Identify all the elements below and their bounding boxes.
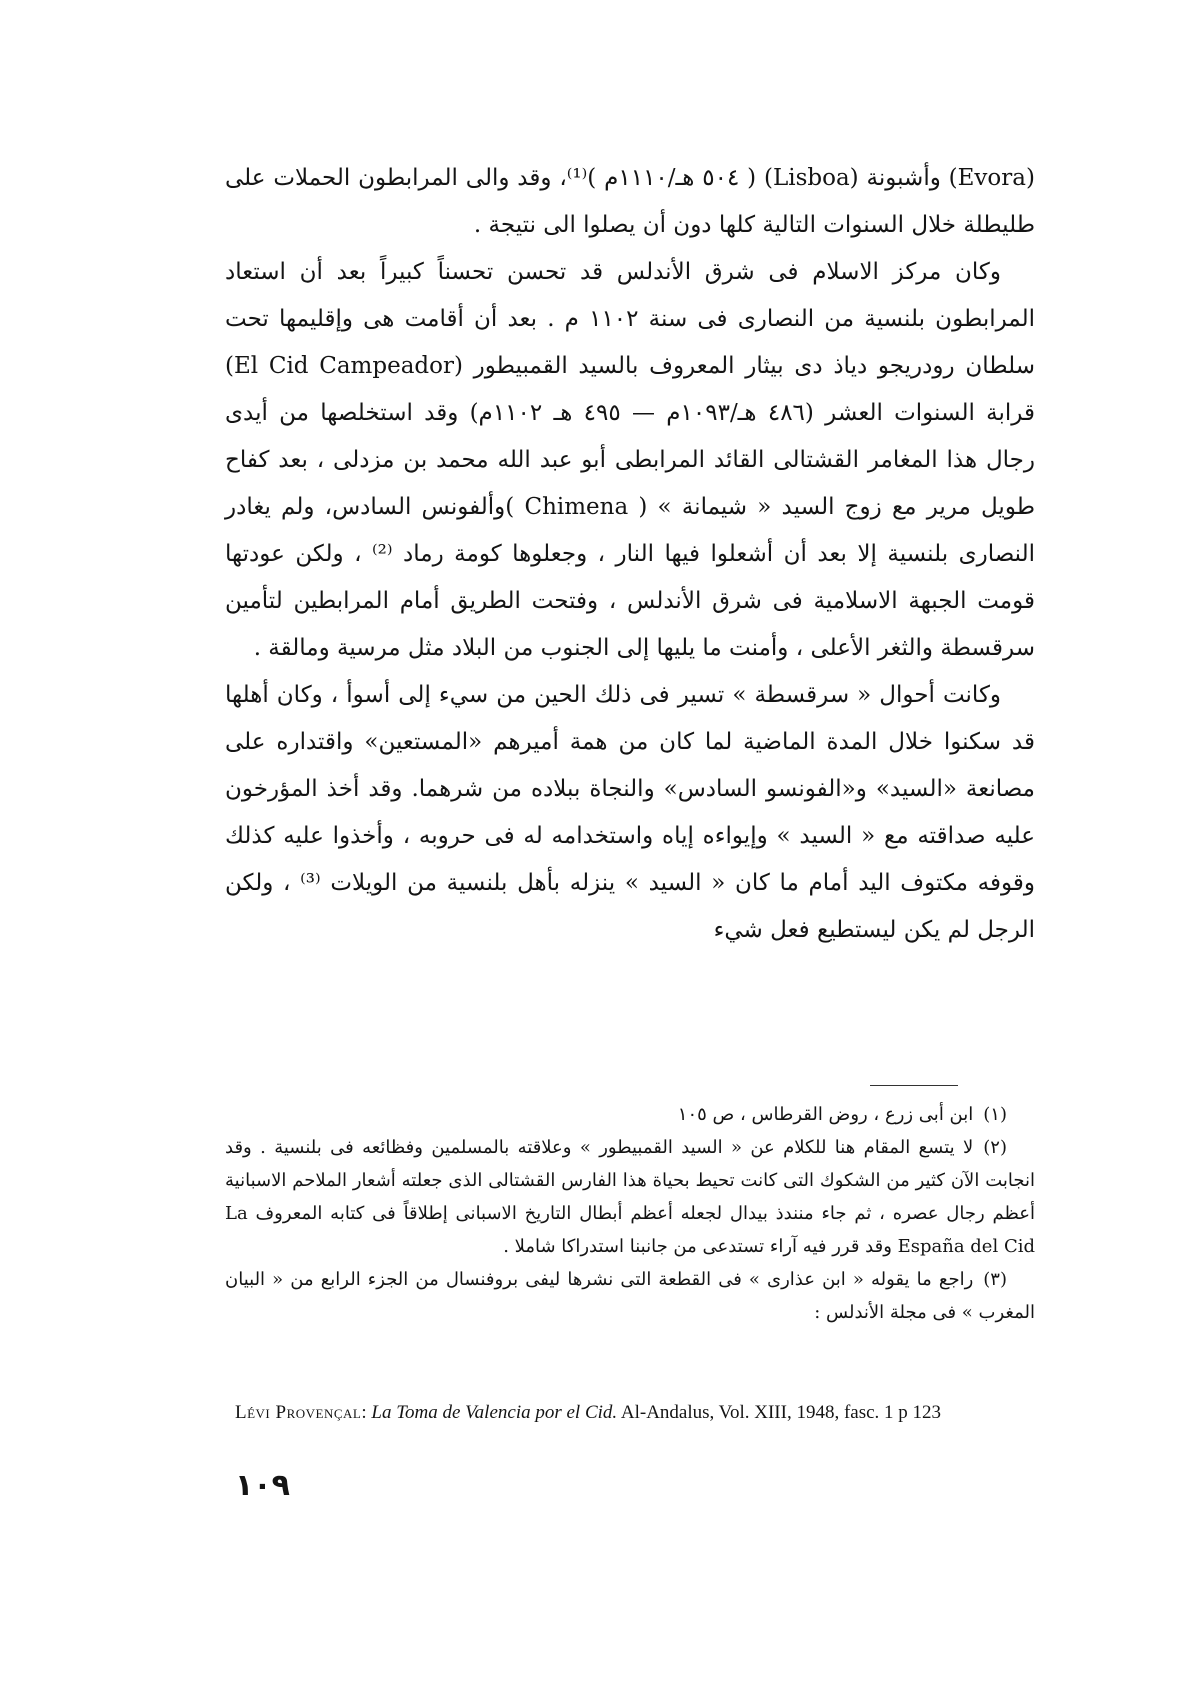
footnote-number: (٢) [983, 1137, 1007, 1158]
page-number: ١٠٩ [235, 1468, 290, 1503]
citation-separator: : [361, 1402, 372, 1423]
citation-details: Al-Andalus, Vol. XIII, 1948, fasc. 1 p 123 [617, 1402, 942, 1423]
footnote-1 [225, 1098, 1035, 1131]
footnote-3 [225, 1263, 1035, 1329]
footnote-text: لا يتسع المقام هنا للكلام عن « السيد القمبيطور » وعلاقته بالمسلمين وفظائعه فى بلنسية . وقد انجابت الآن كثير من الشكوك التى كانت تحيط بحياة هذا الفارس القشتالى الذى جعلته أشعار الملاحم الاسبانية أعظم رجال عصره ، ثم جاء منندذ بيدال لجعله أعظم أبطال التاريخ الاسبانى إطلاقاً فى كتابه المعروف La España del Cid وقد قرر فيه آراء تستدعى من جانبنا استدراكا شاملا . [225, 1137, 1035, 1257]
citation-author: Lévi Provençal [235, 1402, 362, 1423]
footnotes [225, 1098, 1035, 1329]
footnote-divider [870, 1085, 958, 1086]
paragraph-1: (Evora) وأشبونة (Lisboa) ( ٥٠٤ هـ/١١١٠م )⁽¹⁾، وقد والى المرابطون الحملات على طليطلة خلال السنوات التالية كلها دون أن يصلوا الى نتيجة . [225, 165, 1035, 238]
paragraph-3: وكانت أحوال « سرقسطة » تسير فى ذلك الحين من سيء إلى أسوأ ، وكان أهلها قد سكنوا خلال المدة الماضية لما كان من همة أميرهم «المستعين» واقتداره على مصانعة «السيد» و«الفونسو السادس» والنجاة ببلاده من شرهما. وقد أخذ المؤرخون عليه صداقته مع « السيد » وإيواءه إياه واستخدامه له فى حروبه ، وأخذوا عليه كذلك وقوفه مكتوف اليد أمام ما كان « السيد » ينزله بأهل بلنسية من الويلات ⁽³⁾ ، ولكن الرجل لم يكن ليستطيع فعل شيء [225, 682, 1035, 943]
citation-title: La Toma de Valencia por el Cid. [371, 1402, 618, 1423]
paragraph-2: وكان مركز الاسلام فى شرق الأندلس قد تحسن تحسناً كبيراً بعد أن استعاد المرابطون بلنسية من النصارى فى سنة ١١٠٢ م . بعد أن أقامت هى وإقليمها تحت سلطان رودريجو دياذ دى بيثار المعروف بالسيد القمبيطور (El Cid Campeador) قرابة السنوات العشر (٤٨٦ هـ/١٠٩٣م — ٤٩٥ هـ ١١٠٢م) وقد استخلصها من أيدى رجال هذا المغامر القشتالى القائد المرابطى أبو عبد الله محمد بن مزدلى ، بعد كفاح طويل مرير مع زوج السيد « شيمانة » ( Chimena )وألفونس السادس، ولم يغادر النصارى بلنسية إلا بعد أن أشعلوا فيها النار ، وجعلوها كومة رماد ⁽²⁾ ، ولكن عودتها قومت الجبهة الاسلامية فى شرق الأندلس ، وفتحت الطريق أمام المرابطين لتأمين سرقسطة والثغر الأعلى ، وأمنت ما يليها إلى الجنوب من البلاد مثل مرسية ومالقة . [225, 259, 1036, 661]
footnote-number: (١) [983, 1104, 1007, 1125]
footnote-number: (٣) [983, 1269, 1007, 1290]
main-text [225, 155, 1035, 954]
footnote-text: ابن أبى زرع ، روض القرطاس ، ص ١٠٥ [677, 1104, 974, 1125]
latin-citation [235, 1399, 1035, 1426]
footnote-2 [225, 1131, 1035, 1263]
footnote-text: راجع ما يقوله « ابن عذارى » فى القطعة التى نشرها ليفى بروفنسال من الجزء الرابع من « البيان المغرب » فى مجلة الأندلس : [225, 1269, 1035, 1323]
